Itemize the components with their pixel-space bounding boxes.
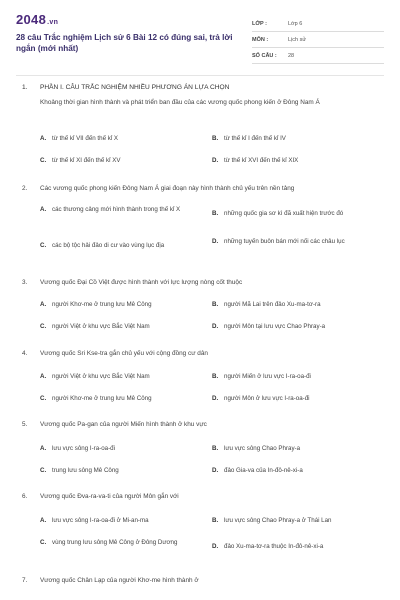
option-letter: B. [212,517,219,524]
option-letter: D. [212,395,219,402]
question-text: Vương quốc Đại Cồ Việt được hình thành với lực lượng nòng cốt thuộc [40,279,243,286]
option-text: người Miến ở lưu vực I-ra-oa-đi [224,373,311,380]
option-letter: D. [212,543,219,550]
option-text: lưu vực sông I-ra-oa-đi ở Mi-an-ma [52,517,149,524]
meta-question-count [252,48,384,64]
option-text: từ thế kỉ XVI đến thế kỉ XIX [224,157,299,164]
option-text: đảo Xu-ma-tơ-ra thuộc In-đô-nê-xi-a [224,543,324,550]
option-letter: C. [40,467,47,474]
option-c[interactable] [40,322,210,331]
option-c[interactable] [40,466,210,475]
option-c[interactable] [40,394,210,403]
option-b[interactable] [212,516,382,525]
option-letter: C. [40,242,47,249]
option-text: những quốc gia sơ kì đã xuất hiện trước đó [224,210,344,217]
brand-name: 2048 [16,12,47,27]
meta-label: SỐ CÂU : [252,52,277,59]
option-text: người Khơ-me ở trung lưu Mê Công [52,301,152,308]
option-text: lưu vực sông I-ra-oa-đi [52,445,115,452]
option-letter: C. [40,539,47,546]
option-b[interactable] [212,444,382,453]
option-letter: B. [212,373,219,380]
option-letter: A. [40,517,47,524]
option-a[interactable] [40,516,210,525]
option-text: người Môn ở lưu vực I-ra-oa-đi [224,395,310,402]
question-text: Vương quốc Đva-ra-va-ti của người Môn gắn với [40,493,179,500]
question-number [22,98,40,108]
part-title: PHẦN I. CÂU TRẮC NGHIỆM NHIỀU PHƯƠNG ÁN LỰA CHỌN [40,84,230,91]
question-1 [22,98,382,108]
option-text: lưu vực sông Chao Phray-a ở Thái Lan [224,517,332,524]
document-title: 28 câu Trắc nghiệm Lịch sử 6 Bài 12 có đúng sai, trả lời ngắn (mới nhất) [16,33,233,53]
option-letter: D. [212,157,219,164]
option-text: các bộ tộc hải đảo di cư vào vùng lục địa [52,242,165,249]
question-5 [22,420,382,430]
option-letter: B. [212,445,219,452]
option-letter: A. [40,206,47,213]
option-b[interactable] [212,209,382,218]
part-heading [22,84,382,91]
option-a[interactable] [40,300,210,309]
question-text: Vương quốc Sri Kse-tra gắn chủ yếu với cộng đồng cư dân [40,350,208,357]
option-letter: A. [40,301,47,308]
meta-grade [252,16,384,32]
option-letter: D. [212,467,219,474]
question-4 [22,349,382,359]
option-c[interactable] [40,156,210,165]
option-c[interactable] [40,538,210,547]
meta-value: Lịch sử [288,36,307,43]
option-d[interactable] [212,542,382,551]
option-text: người Việt ở khu vực Bắc Việt Nam [52,323,150,330]
option-text: người Mã Lai trên đảo Xu-ma-tơ-ra [224,301,321,308]
option-letter: C. [40,323,47,330]
document-meta [252,16,384,64]
question-3 [22,278,382,288]
option-text: từ thế kỉ I đến thế kỉ IV [224,135,286,142]
option-text: những tuyến buôn bán mới nối các châu lục [224,238,345,245]
meta-value: Lớp 6 [288,20,303,27]
option-letter: D. [212,238,219,245]
option-text: từ thế kỉ XI đến thế kỉ XV [52,157,121,164]
option-letter: B. [212,301,219,308]
option-text: đảo Gia-va của In-đô-nê-xi-a [224,467,303,474]
option-b[interactable] [212,300,382,309]
option-a[interactable] [40,134,210,143]
option-text: người Khơ-me ở trung lưu Mê Công [52,395,152,402]
question-text: Vương quốc Chân Lạp của người Khơ-me hình thành ở [40,577,199,584]
meta-value: 28 [288,52,295,59]
option-a[interactable] [40,372,210,381]
option-letter: B. [212,135,219,142]
question-number: 2. [22,185,28,192]
option-d[interactable] [212,156,382,165]
question-text: Vương quốc Pa-gan của người Miến hình thành ở khu vực [40,421,207,428]
question-number: 4. [22,350,28,357]
option-text: từ thế kỉ VII đến thế kỉ X [52,135,119,142]
option-letter: B. [212,210,219,217]
site-logo[interactable] [16,12,58,27]
option-text: người Môn tại lưu vực Chao Phray-a [224,323,326,330]
item-number: 1. [22,84,28,91]
option-letter: A. [40,445,47,452]
meta-subject [252,32,384,48]
option-letter: A. [40,373,47,380]
document-header [16,10,384,70]
header-divider [16,75,384,76]
option-text: trung lưu sông Mê Công [52,467,119,474]
option-d[interactable] [212,322,382,331]
question-7 [22,576,382,586]
option-b[interactable] [212,372,382,381]
option-letter: C. [40,395,47,402]
option-a[interactable] [40,205,210,214]
question-number: 3. [22,279,28,286]
option-letter: D. [212,323,219,330]
option-text: lưu vực sông Chao Phray-a [224,445,301,452]
option-d[interactable] [212,466,382,475]
question-text: Khoảng thời gian hình thành và phát triển ban đầu của các vương quốc phong kiến ở Đông Nam Á [40,99,320,106]
option-text: người Việt ở khu vực Bắc Việt Nam [52,373,150,380]
question-text: Các vương quốc phong kiến Đông Nam Á giai đoạn này hình thành chủ yếu trên nền tảng [40,185,295,192]
question-6 [22,492,382,502]
option-d[interactable] [212,237,382,246]
meta-label: MÔN : [252,36,269,43]
option-text: các thương cảng mới hình thành trong thế kỉ X [52,206,181,213]
option-a[interactable] [40,444,210,453]
option-b[interactable] [212,134,382,143]
option-letter: A. [40,135,47,142]
option-c[interactable] [40,241,210,250]
option-d[interactable] [212,394,382,403]
question-number: 7. [22,577,28,584]
brand-tld: .vn [47,19,59,26]
option-text: vùng trung lưu sông Mê Công ở Đông Dương [52,539,178,546]
question-number: 6. [22,493,28,500]
question-2 [22,184,382,194]
meta-label: LỚP : [252,20,267,27]
question-number: 5. [22,421,28,428]
option-letter: C. [40,157,47,164]
